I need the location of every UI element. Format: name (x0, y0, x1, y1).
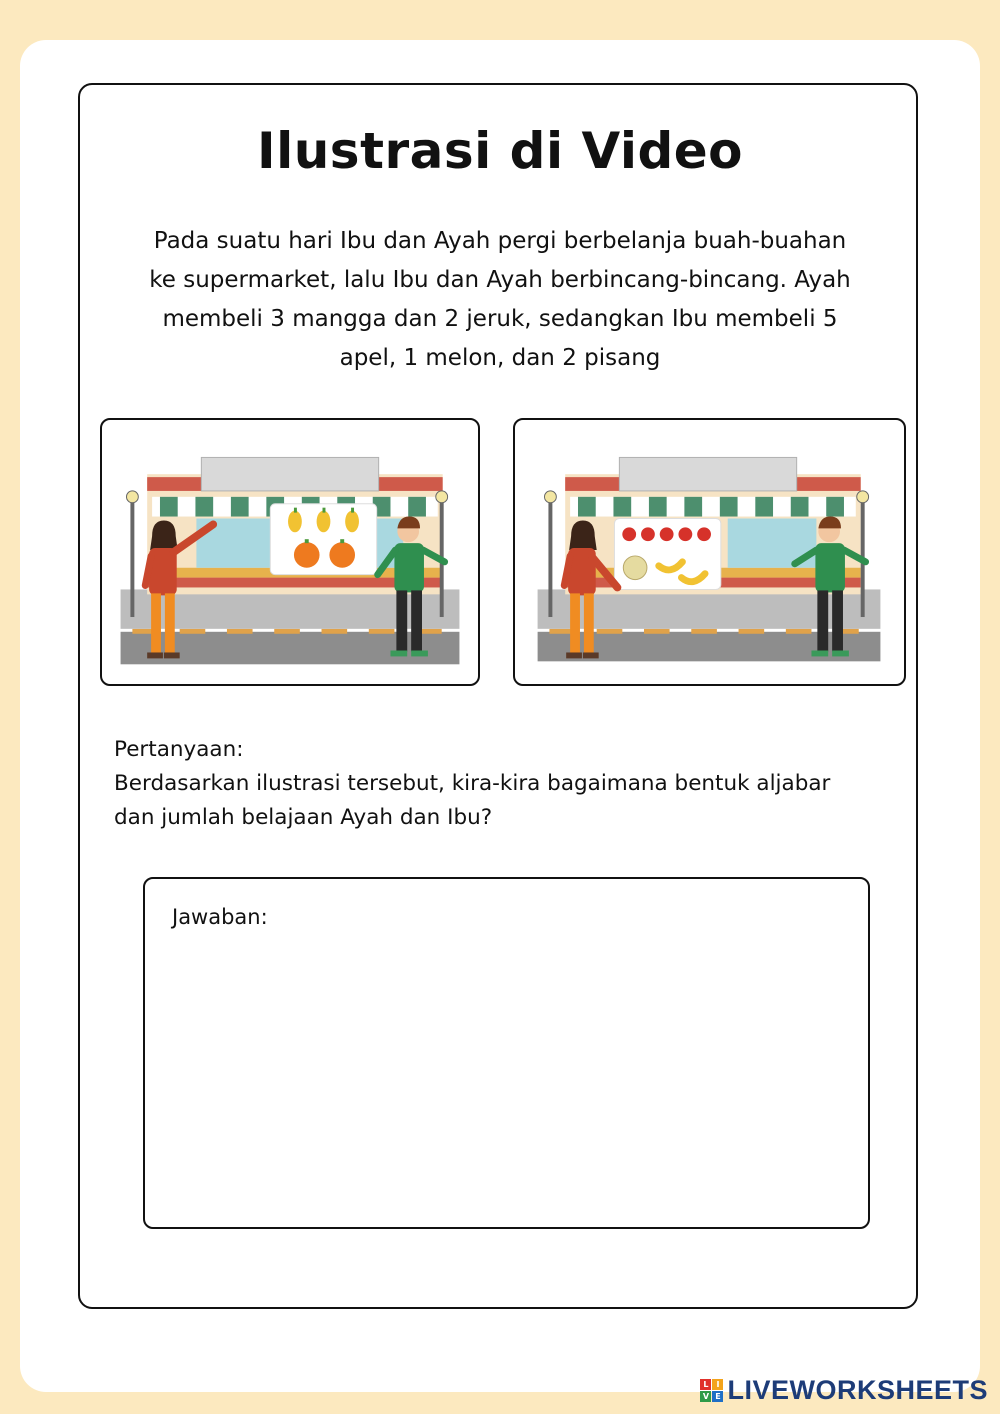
brand-name: LIVEWORKSHEETS (727, 1375, 988, 1405)
answer-label: Jawaban: (172, 905, 268, 929)
question-label: Pertanyaan: (114, 737, 244, 762)
story-line: membeli 3 mangga dan 2 jeruk, sedangkan Ibu membeli 5 (162, 306, 838, 332)
story-text (100, 222, 900, 378)
story-line: ke supermarket, lalu Ibu dan Ayah berbincang-bincang. Ayah (149, 267, 851, 293)
question-line: Berdasarkan ilustrasi tersebut, kira-kira bagaimana bentuk aljabar (114, 771, 831, 796)
fruit-shop-ayah-illustration (102, 420, 478, 684)
story-line: apel, 1 melon, dan 2 pisang (339, 345, 661, 371)
illustration-panel-ibu (513, 418, 906, 686)
answer-box[interactable] (143, 877, 870, 1229)
page-title: Ilustrasi di Video (256, 122, 744, 180)
story-line: Pada suatu hari Ibu dan Ayah pergi berbelanja buah-buahan (153, 228, 847, 254)
illustration-panel-ayah (100, 418, 480, 686)
liveworksheets-brand[interactable] (700, 1375, 988, 1406)
fruit-shop-ibu-illustration (515, 420, 904, 684)
question-line: dan jumlah belajaan Ayah dan Ibu? (114, 805, 493, 830)
question-section (114, 733, 914, 835)
liveworksheets-logo-icon: L I V E (700, 1379, 723, 1402)
